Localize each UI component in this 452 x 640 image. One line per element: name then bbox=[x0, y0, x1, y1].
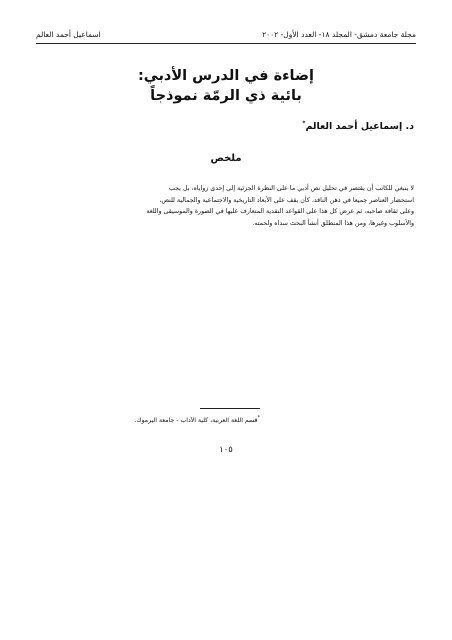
abstract-line: وعلى ثقافة صاحبه، ثم عرض كل هذا على القواعد النقدية المتعارف عليها في الصورة والموسيقى واللغة bbox=[146, 208, 414, 216]
abstract-line: استحضار العناصر جميعا في ذهن الناقد، كأن يقف على الأبعاد التاريخية والاجتماعية والجمالية للنص، bbox=[159, 196, 414, 204]
footnote bbox=[135, 415, 260, 424]
abstract-line: لا ينبغي للكاتب أن يقتصر في تحليل نص أدبي ما على النظرة الجزئية إلى إحدى زواياه، بل يجب bbox=[168, 185, 414, 192]
abstract-line: والأسلوب وغيرها، ومن هذا المنطلق أنشأ البحث سداه ولحمته. bbox=[252, 219, 414, 227]
footnote-text: قسم اللغة العربية، كلية الآداب - جامعة اليرموك. bbox=[134, 417, 258, 425]
page-number: ١٠٥ bbox=[219, 445, 233, 455]
title-line-1: إضاءة في الدرس الأدبي: bbox=[138, 68, 314, 84]
running-header bbox=[36, 30, 416, 44]
article-title bbox=[40, 66, 412, 106]
running-header-author: اسماعيل أحمد العالم bbox=[36, 30, 101, 39]
journal-citation: مجلة جامعة دمشق- المجلد ١٨- العدد الأول- ٢٠٠٢ bbox=[262, 30, 416, 39]
abstract-heading: ملخص bbox=[210, 153, 242, 164]
abstract-body bbox=[38, 183, 414, 229]
author-name: د. إسماعيل أحمد العالم bbox=[305, 121, 414, 133]
footnote-rule bbox=[200, 408, 260, 409]
footnote-marker: * bbox=[257, 415, 260, 421]
author-footnote-marker: * bbox=[302, 120, 306, 127]
header-rule bbox=[36, 43, 416, 44]
author-byline bbox=[302, 120, 414, 132]
title-line-2: بائية ذي الرمّة نموذجاً bbox=[150, 88, 302, 104]
